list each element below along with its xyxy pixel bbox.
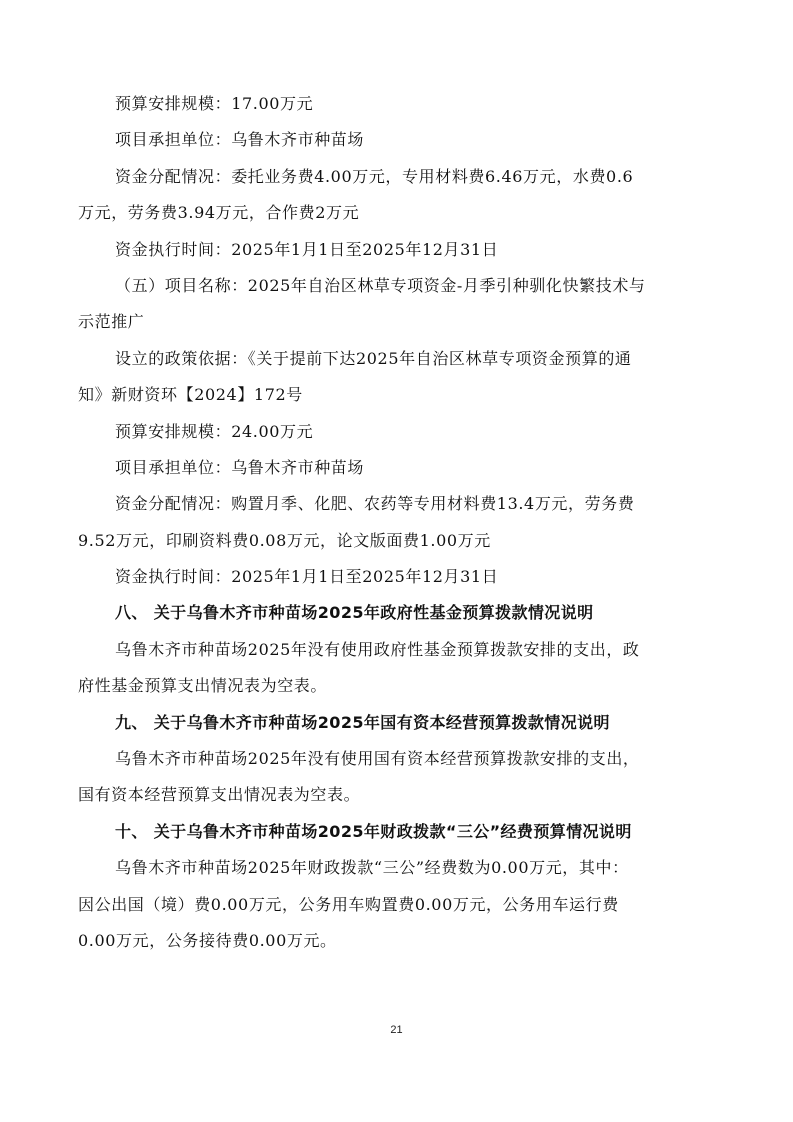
section-10-paragraph: 乌鲁木齐市种苗场2025年财政拨款“三公”经费数为0.00万元，其中：: [115, 858, 629, 878]
responsible-unit-line-2: 项目承担单位：乌鲁木齐市种苗场: [115, 457, 365, 477]
document-body: [78, 86, 710, 959]
fund-allocation-line: 资金分配情况：委托业务费4.00万元，专用材料费6.46万元，水费0.6: [115, 166, 634, 186]
section-10-paragraph-continuation-2: 0.00万元，公务接待费0.00万元。: [78, 930, 337, 950]
responsible-unit-line: 项目承担单位：乌鲁木齐市种苗场: [115, 130, 365, 150]
section-heading-10: 十、 关于乌鲁木齐市种苗场2025年财政拨款“三公”经费预算情况说明: [115, 821, 632, 841]
policy-basis-line: 设立的政策依据：《关于提前下达2025年自治区林草专项资金预算的通: [115, 348, 632, 368]
section-8-paragraph-continuation: 府性基金预算支出情况表为空表。: [78, 676, 328, 696]
section-heading-9: 九、 关于乌鲁木齐市种苗场2025年国有资本经营预算拨款情况说明: [115, 712, 610, 732]
budget-scale-line-2: 预算安排规模：24.00万元: [115, 421, 314, 441]
page-number: 21: [390, 1024, 403, 1036]
fund-allocation-continuation: 万元，劳务费3.94万元，合作费2万元: [78, 203, 360, 223]
policy-basis-continuation: 知》新财资环【2024】172号: [78, 385, 303, 405]
section-10-paragraph-continuation-1: 因公出国（境）费0.00万元，公务用车购置费0.00万元，公务用车运行费: [78, 894, 619, 914]
section-9-paragraph-continuation: 国有资本经营预算支出情况表为空表。: [78, 785, 361, 805]
section-8-paragraph: 乌鲁木齐市种苗场2025年没有使用政府性基金预算拨款安排的支出，政: [115, 639, 640, 659]
project-name-line: （五）项目名称：2025年自治区林草专项资金-月季引种驯化快繁技术与: [115, 275, 646, 295]
execution-time-line: 资金执行时间：2025年1月1日至2025年12月31日: [115, 239, 499, 259]
section-heading-8: 八、 关于乌鲁木齐市种苗场2025年政府性基金预算拨款情况说明: [115, 603, 594, 623]
fund-allocation-line-2: 资金分配情况：购置月季、化肥、农药等专用材料费13.4万元，劳务费: [115, 494, 635, 514]
project-name-continuation: 示范推广: [78, 312, 145, 332]
section-9-paragraph: 乌鲁木齐市种苗场2025年没有使用国有资本经营预算拨款安排的支出，: [115, 749, 640, 769]
execution-time-line-2: 资金执行时间：2025年1月1日至2025年12月31日: [115, 567, 499, 587]
budget-scale-line: 预算安排规模：17.00万元: [115, 94, 314, 113]
fund-allocation-continuation-2: 9.52万元，印刷资料费0.08万元，论文版面费1.00万元: [78, 530, 491, 550]
